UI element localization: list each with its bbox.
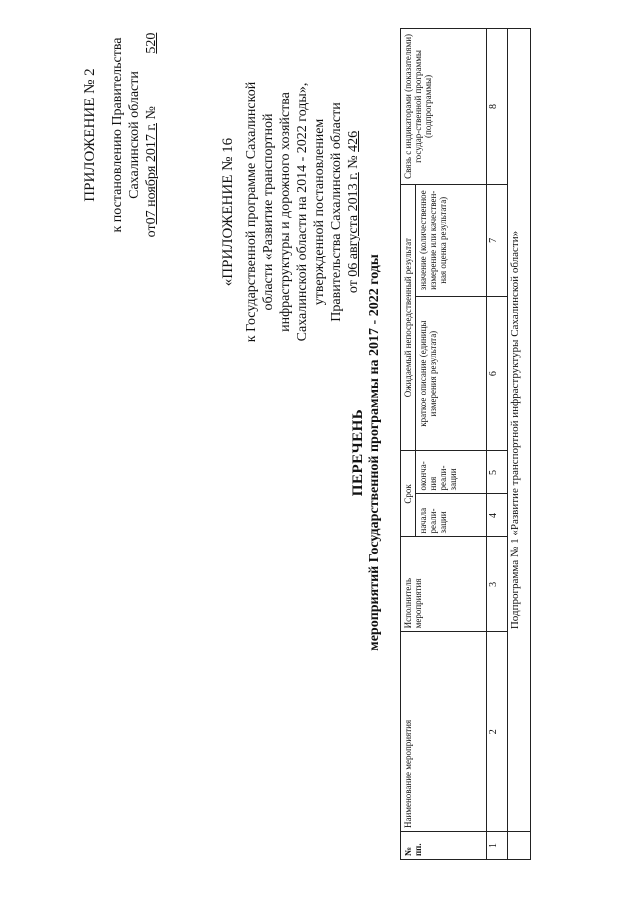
- header-link: Связь с индикаторами (показателями) государ-ственной программы (подпрограммы): [401, 29, 487, 185]
- appendix-program-ot: от: [346, 280, 361, 294]
- header-executor: Исполнитель мероприятия: [401, 537, 487, 632]
- appendix-program-title: «ПРИЛОЖЕНИЕ № 16: [220, 137, 236, 287]
- appendix-program-line2: области «Развитие транспортной: [261, 113, 276, 311]
- measures-table: [400, 28, 531, 860]
- document-title: ПЕРЕЧЕНЬ: [350, 408, 366, 497]
- appendix-program-no-label: №: [346, 155, 361, 169]
- header-result-short: краткое описание (единицы измерения результата): [416, 296, 487, 451]
- appendix-program-line1: к Государственной программе Сахалинской: [244, 81, 259, 343]
- appendix-main-number: 520: [144, 32, 159, 54]
- appendix-main-title: ПРИЛОЖЕНИЕ № 2: [82, 68, 98, 202]
- appendix-program-number: 426: [346, 130, 361, 152]
- subprogram-title: Подпрограмма № 1 «Развитие транспортной инфраструктуры Сахалинской области»: [508, 29, 531, 832]
- header-term: Срок: [401, 451, 416, 537]
- header-name: Наименование мероприятия: [401, 632, 487, 832]
- document-subtitle: мероприятий Государственной программы на 2017 - 2022 годы: [367, 254, 382, 651]
- appendix-main-date: 07 ноября 2017 г.: [144, 123, 159, 225]
- appendix-main-block: [82, 15, 160, 255]
- appendix-main-date-line: [143, 15, 160, 255]
- column-number-cell: 2: [487, 632, 508, 832]
- appendix-program-line5: утвержденной постановлением: [312, 118, 327, 306]
- column-number-row: [487, 29, 508, 860]
- column-number-cell: 1: [487, 832, 508, 860]
- appendix-program-line6: Правительства Сахалинской области: [329, 102, 344, 322]
- appendix-main-line2: Сахалинской области: [127, 71, 142, 199]
- appendix-program-line3: инфраструктуры и дорожного хозяйства: [278, 92, 293, 332]
- header-term-end: оконча-ния реали-зации: [416, 451, 487, 494]
- subprogram-num-cell: [508, 832, 531, 860]
- appendix-program-line4: Сахалинской области на 2014 - 2022 годы»,: [295, 82, 310, 342]
- appendix-main-ot: от: [144, 224, 159, 238]
- header-num: № пп.: [401, 832, 487, 860]
- appendix-program-date: 06 августа 2013 г.: [346, 172, 361, 277]
- header-result: Ожидаемый непосредственный результат: [401, 184, 416, 451]
- header-term-start: начала реали-зации: [416, 494, 487, 537]
- column-number-cell: 8: [487, 29, 508, 185]
- column-number-cell: 4: [487, 494, 508, 537]
- subprogram-row: [508, 29, 531, 860]
- header-result-value: значение (количественное измерение или качествен-ная оценка результата): [416, 184, 487, 296]
- appendix-main-no-label: №: [144, 106, 159, 120]
- column-number-cell: 6: [487, 296, 508, 451]
- column-number-cell: 7: [487, 184, 508, 296]
- column-number-cell: 5: [487, 451, 508, 494]
- column-number-cell: 3: [487, 537, 508, 632]
- appendix-program-block: [220, 47, 362, 377]
- appendix-main-line1: к постановлению Правительства: [110, 37, 125, 233]
